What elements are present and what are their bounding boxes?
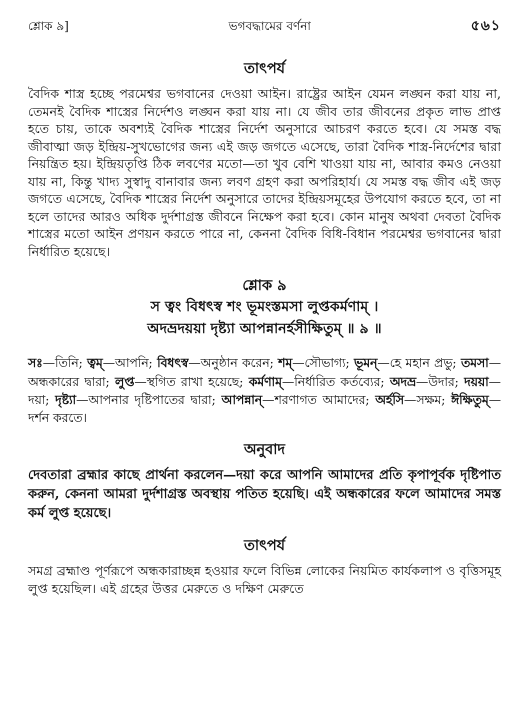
verse-block (28, 276, 501, 340)
synonym-meaning: দয়া; (28, 393, 50, 407)
synonym-item: দয়য়া—দয়া; (28, 373, 501, 407)
synonym-word: লুপ্ত (115, 373, 135, 389)
synonyms (28, 354, 501, 427)
synonym-meaning: আপনার দৃষ্টিপাতের দ্বারা; (88, 393, 216, 407)
synonym-word: দয়য়া (464, 373, 489, 389)
synonym-meaning: উদার; (428, 374, 459, 389)
translation-text: দেবতারা ব্রহ্মার কাছে প্রার্থনা করলেন—দয়া করে আপনি আমাদের প্রতি কৃপাপূর্বক দৃষ্টিপাত করুন, কেননা আমরা দুর্দশাগ্রস্ত অবস্থায় পতিত হয়েছি। এই অন্ধকারের ফলে আমাদের সমস্ত কর্ম লুপ্ত হয়েছে। (28, 468, 501, 522)
synonym-meaning: অন্ধকারের দ্বারা; (28, 374, 110, 389)
verse-label: শ্লোক ৯ (242, 277, 287, 294)
synonym-meaning: দর্শন করতে। (28, 410, 87, 425)
synonym-item: অর্হসি—সক্ষম; (375, 392, 446, 407)
synonym-item: বিধৎস্ব—অনুষ্ঠান করেন; (157, 355, 274, 370)
synonym-item: আপন্নান্—শরণাগত আমাদের; (221, 392, 370, 407)
synonym-word: অদভ্র (389, 373, 416, 389)
purport-heading: তাৎপর্য (243, 60, 286, 77)
synonym-item: ঈক্ষিতুম্—দর্শন করতে। (28, 392, 501, 425)
chapter-title: ভগবদ্ধামের বর্ণনা (228, 19, 311, 33)
verse-line-1: স ত্বং বিধৎস্ব শং ভূমংস্তমসা লুপ্তকর্মণাম্ । (150, 299, 379, 315)
synonym-word: ভূমন্ (354, 355, 378, 370)
synonym-word: সঃ (28, 355, 43, 370)
synonym-word: দৃষ্ট্যা (55, 392, 77, 407)
synonym-meaning: নির্ধারিত কর্তব্যের; (294, 374, 385, 389)
synonym-meaning: অনুষ্ঠান করেন; (200, 356, 274, 370)
synonym-item: কর্মণাম্—নির্ধারিত কর্তব্যের; (248, 373, 385, 389)
synonym-meaning: হে মহান প্রভু; (389, 356, 457, 370)
page-number: ৫৬১ (470, 18, 501, 34)
synonym-meaning: আপনি; (114, 356, 153, 370)
synonym-word: শম্ (278, 355, 293, 370)
translation-heading: অনুবাদ (243, 441, 286, 459)
synonym-meaning: সক্ষম; (416, 393, 446, 407)
synonym-word: তমসা (460, 355, 489, 370)
synonym-word: ঈক্ষিতুম্ (451, 392, 489, 407)
synonym-item: শম্—সৌভাগ্য; (278, 355, 350, 370)
page-header (28, 0, 501, 38)
synonym-meaning: শরণাগত আমাদের; (274, 393, 370, 407)
synonym-meaning: তিনি; (54, 356, 83, 370)
synonym-word: কর্মণাম্ (248, 373, 282, 389)
synonym-word: বিধৎস্ব (157, 355, 189, 370)
purport-text-2: সমগ্র ব্রহ্মাণ্ড পূর্ণরূপে অন্ধকারাচ্ছন্ন হওয়ার ফলে বিভিন্ন লোকের নিয়মিত কার্যকলাপ ও বৃত্তিসমূহ লুপ্ত হয়েছিল। এই গ্রহের উত্তর মেরুতে ও দক্ষিণ মেরুতে (28, 563, 501, 596)
verse-line-2: অদভ্রদয়য়া দৃষ্ট্যা আপন্নানর্হসীক্ষিতুম্ ॥ ৯ ॥ (147, 321, 382, 337)
synonym-meaning: স্থগিত রাখা হয়েছে; (146, 374, 244, 389)
synonym-item: দৃষ্ট্যা—আপনার দৃষ্টিপাতের দ্বারা; (55, 392, 216, 407)
verse-reference: শ্লোক ৯] (28, 19, 69, 33)
synonym-item: ত্বম্—আপনি; (87, 355, 153, 370)
purport-heading-2: তাৎপর্য (243, 537, 286, 555)
synonym-item: অদভ্র—উদার; (389, 373, 459, 389)
synonym-item: লুপ্ত—স্থগিত রাখা হয়েছে; (115, 373, 244, 389)
synonym-word: অর্হসি (375, 392, 405, 407)
synonym-item: ভূমন্—হে মহান প্রভু; (354, 355, 457, 370)
synonym-word: ত্বম্ (87, 355, 103, 370)
synonym-item: তমসা—অন্ধকারের দ্বারা; (28, 355, 501, 389)
synonym-word: আপন্নান্ (221, 392, 263, 407)
synonym-item: সঃ—তিনি; (28, 355, 83, 370)
synonym-meaning: সৌভাগ্য; (304, 356, 350, 370)
purport-text: বৈদিক শাস্ত্র হচ্ছে পরমেশ্বর ভগবানের দেওয়া আইন। রাষ্ট্রের আইন যেমন লঙ্ঘন করা যায় না, তেমনই বৈদিক শাস্ত্রের নির্দেশও লঙ্ঘন করা যায় না। যে জীব তার জীবনের প্রকৃত লাভ প্রাপ্ত হতে চায়, তাকে অবশ্যই বৈদিক শাস্ত্রের নির্দেশ অনুসারে আচরণ করতে হবে। যে সমস্ত বদ্ধ জীবাত্মা জড় ইন্দ্রিয়-সুখভোগের জন্য এই জড় জগতে এসেছে, তারা বৈদিক শাস্ত্র-নির্দেশের দ্বারা নিয়ন্ত্রিত হয়। ইন্দ্রিয়তৃপ্তি ঠিক লবণের মতো—তা খুব বেশি খাওয়া যায় না, আবার কমও নেওয়া যায় না, কিন্তু খাদ্য সুস্বাদু বানাবার জন্য লবণ গ্রহণ করা অপরিহার্য। যে সমস্ত বদ্ধ জীব এই জড় জগতে এসেছে, বৈদিক শাস্ত্রের নির্দেশ অনুসারে তাদের ইন্দ্রিয়সমূহের উপযোগ করতে হবে, তা না হলে তাদের আরও অধিক দুর্দশাগ্রস্ত জীবনে নিক্ষেপ করা হবে। কোন মানুষ অথবা দেবতা বৈদিক শাস্ত্রের মতো আইন প্রণয়ন করতে পারে না, কেননা বৈদিক বিধি-বিধান পরমেশ্বর ভগবানের দ্বারা নির্ধারিত হয়েছে। (28, 86, 501, 259)
